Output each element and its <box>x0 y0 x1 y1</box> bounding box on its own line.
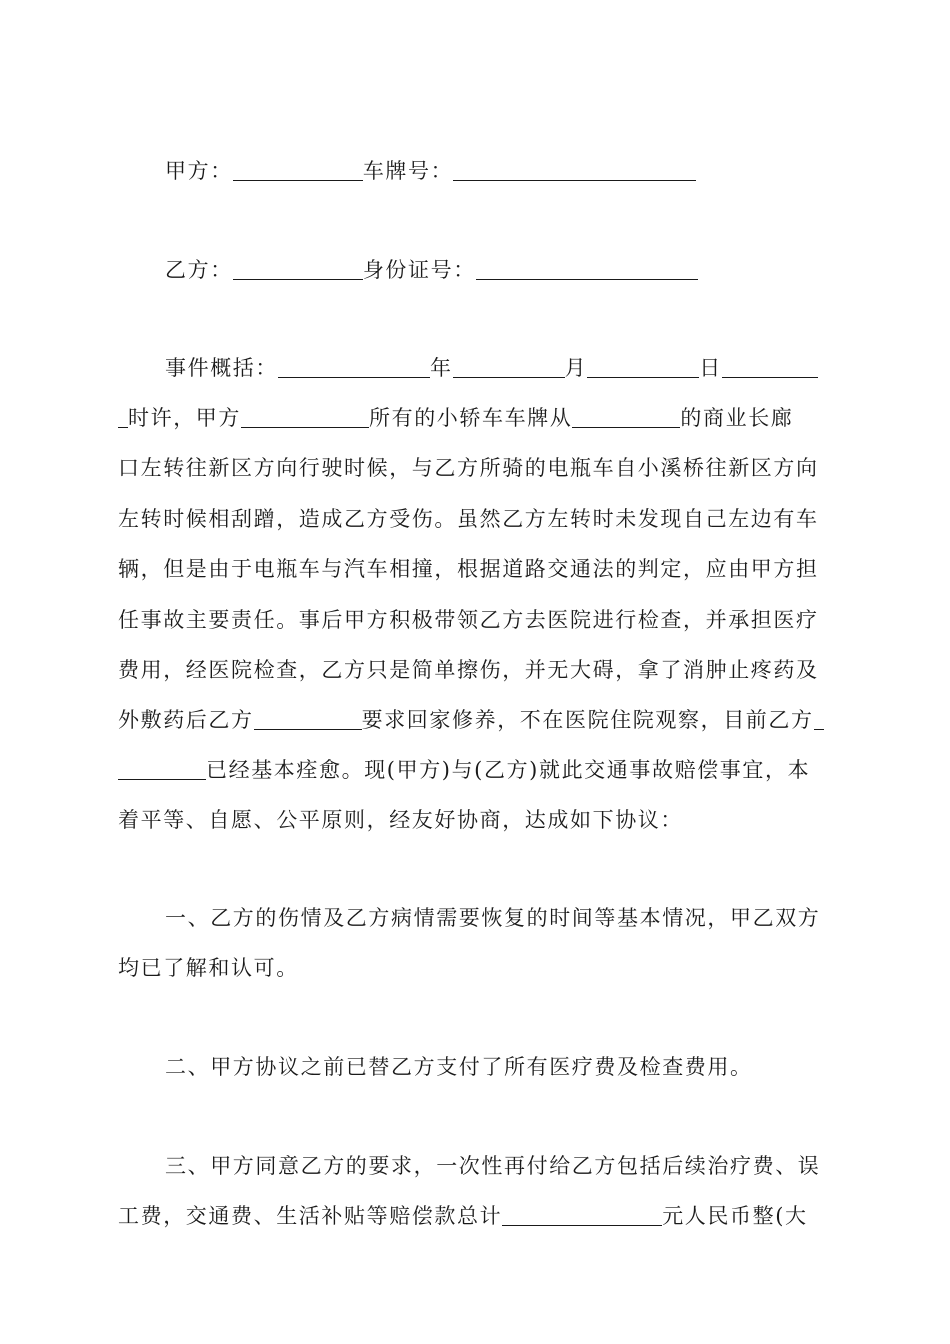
summary-line-9 <box>118 760 810 781</box>
plate-label: 车牌号： <box>362 159 454 183</box>
party-b-blank <box>233 261 363 280</box>
party-b-label: 乙方： <box>165 258 233 282</box>
id-label: 身份证号： <box>362 258 476 282</box>
party-a-blank <box>233 162 363 181</box>
summary-line-10: 着平等、自愿、公平原则，经友好协商，达成如下协议： <box>118 808 683 832</box>
clause-1-line-2: 均已了解和认可。 <box>118 956 299 980</box>
day-text: 日 <box>699 356 722 380</box>
plate-blank <box>453 162 696 181</box>
summary-text: 的商业长廊 <box>680 406 794 430</box>
month-blank <box>453 359 565 378</box>
party-a-line <box>165 161 696 182</box>
status-blank <box>814 711 824 730</box>
hour-blank-cont <box>118 409 128 428</box>
summary-line-5: 辆，但是由于电瓶车与汽车相撞，根据道路交通法的判定，应由甲方担 <box>118 557 819 581</box>
day-blank <box>587 359 699 378</box>
status-blank-cont <box>118 761 206 780</box>
id-blank <box>476 261 698 280</box>
location-blank <box>572 409 680 428</box>
request-blank <box>254 711 362 730</box>
summary-text: 所有的小轿车车牌从 <box>369 406 573 430</box>
clause-text: 工费，交通费、生活补贴等赔偿款总计 <box>118 1204 503 1228</box>
amount-blank <box>502 1207 662 1226</box>
summary-text: 已经基本痊愈。现(甲方)与(乙方)就此交通事故赔偿事宜，本 <box>206 758 811 782</box>
clause-3-line-2 <box>118 1206 808 1227</box>
summary-line-6: 任事故主要责任。事后甲方积极带领乙方去医院进行检查，并承担医疗 <box>118 608 819 632</box>
summary-label: 事件概括： <box>165 356 278 380</box>
summary-line-7: 费用，经医院检查，乙方只是简单擦伤，并无大碍，拿了消肿止疼药及 <box>118 658 819 682</box>
clause-2: 二、甲方协议之前已替乙方支付了所有医疗费及检查费用。 <box>165 1055 753 1079</box>
summary-text: 外敷药后乙方 <box>118 708 254 732</box>
party-b-line <box>165 260 698 281</box>
party-a-label: 甲方： <box>165 159 233 183</box>
year-text: 年 <box>430 356 453 380</box>
clause-1-line-1: 一、乙方的伤情及乙方病情需要恢复的时间等基本情况，甲乙双方 <box>165 906 821 930</box>
summary-text: 要求回家修养，不在医院住院观察，目前乙方 <box>361 708 814 732</box>
clause-3-line-1: 三、甲方同意乙方的要求，一次性再付给乙方包括后续治疗费、误 <box>165 1154 821 1178</box>
summary-line-1 <box>165 358 818 379</box>
hour-blank <box>722 359 818 378</box>
owner-blank <box>241 409 369 428</box>
month-text: 月 <box>564 356 588 380</box>
clause-text: 元人民币整(大 <box>662 1204 808 1228</box>
summary-line-2 <box>118 408 793 429</box>
year-blank <box>278 359 430 378</box>
summary-line-8 <box>118 710 824 731</box>
summary-line-3: 口左转往新区方向行驶时候，与乙方所骑的电瓶车自小溪桥往新区方向 <box>118 456 819 480</box>
summary-line-4: 左转时候相刮蹭，造成乙方受伤。虽然乙方左转时未发现自己左边有车 <box>118 507 819 531</box>
summary-text: 时许，甲方 <box>128 406 241 430</box>
